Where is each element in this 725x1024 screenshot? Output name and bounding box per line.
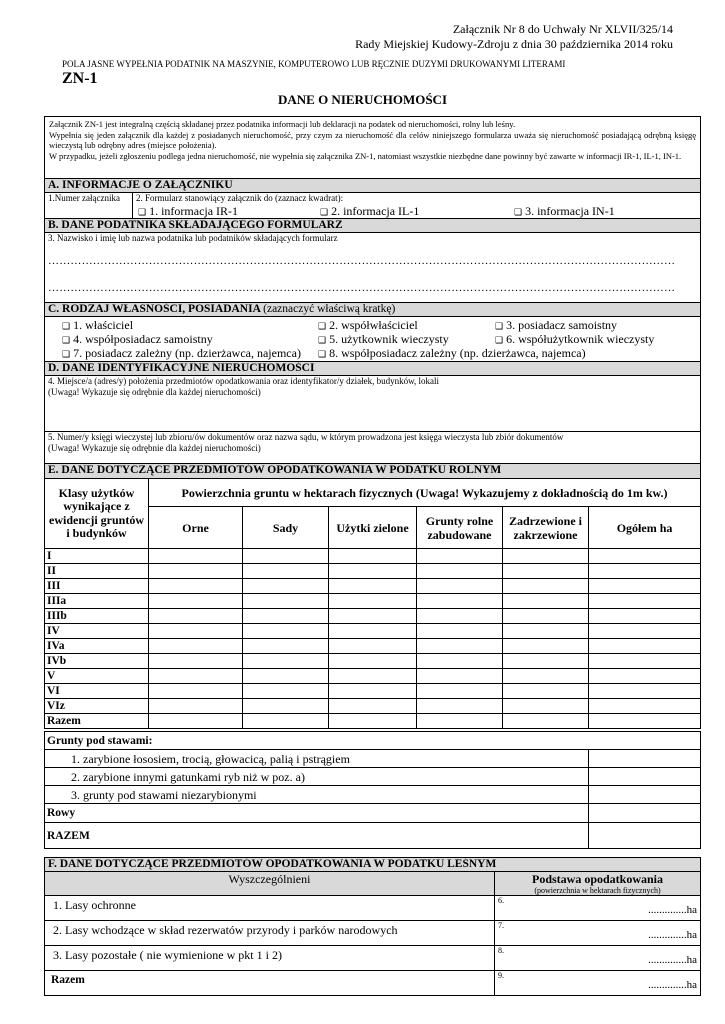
land-class-cell[interactable] [417,624,503,639]
annex-reference [355,22,673,52]
land-class-cell[interactable] [149,624,243,639]
land-class-cell[interactable] [589,564,701,579]
ditches-value[interactable] [589,804,701,823]
land-class-cell[interactable] [503,654,589,669]
land-class-label: IIIa [45,594,149,609]
checkbox-icon: ❑ [320,208,329,218]
section-b-title: B. DANE PODATNIKA SKŁADAJĄCEGO FORMULARZ [45,219,701,233]
land-class-cell[interactable] [417,639,503,654]
col-built-farmland: Grunty rolne zabudowane [417,507,503,549]
land-class-cell[interactable] [417,609,503,624]
land-register-field[interactable] [45,432,701,466]
section-c-title [45,303,701,317]
land-class-cell[interactable] [329,579,417,594]
land-class-cell[interactable] [243,684,329,699]
forest-row-reserves-value[interactable] [495,921,701,946]
property-location-label: 4. Miejsce/a (adres/y) położenia przedmiotów opodatkowania oraz identyfikator/y działek, budynków, lokali [48,376,440,386]
pond-row-3: 3. grunty pod stawami niezarybionymi [45,786,589,804]
ownership-option-8-label: 8. współposiadacz zależny (np. dzierżawca, najemca) [329,346,586,360]
field-number: 9. [498,971,504,980]
forest-col-description: Wyszczególnieni [45,872,495,896]
land-class-cell[interactable] [503,609,589,624]
land-class-cell[interactable] [149,639,243,654]
land-class-cell[interactable] [503,594,589,609]
land-class-row [45,624,701,639]
forest-row-other-value[interactable] [495,946,701,971]
ownership-option-1-label: 1. właściciel [73,318,134,332]
col-orchards: Sady [243,507,329,549]
land-register-note: (Uwaga! Wykazuje się odrębnie dla każdej nieruchomości) [48,443,261,453]
land-class-row [45,654,701,669]
option-ir1[interactable] [138,204,238,219]
land-class-cell[interactable] [589,669,701,684]
land-class-row [45,594,701,609]
annex-line-1: Załącznik Nr 8 do Uchwały Nr XLVII/325/14 [452,22,673,36]
land-class-cell[interactable] [329,609,417,624]
forest-row-total-value[interactable] [495,971,701,996]
land-class-cell[interactable] [503,684,589,699]
land-class-row [45,699,701,714]
land-class-cell[interactable] [329,639,417,654]
land-class-cell[interactable] [417,654,503,669]
form-type-label: 2. Formularz stanowiący załącznik do (zaznacz kwadrat): [136,193,344,203]
checkbox-icon: ❑ [495,322,504,332]
land-class-cell[interactable] [243,639,329,654]
col-total-ha: Ogółem ha [589,507,701,549]
checkbox-icon: ❑ [62,350,71,360]
land-class-cell[interactable] [149,609,243,624]
land-class-cell[interactable] [589,639,701,654]
land-class-cell[interactable] [417,549,503,564]
forest-row-protective-value[interactable] [495,896,701,921]
page-title: DANE O NIERUCHOMOŚCI [277,92,447,107]
col-wooded: Zadrzewione i zakrzewione [503,507,589,549]
total-row: RAZEM [45,823,589,849]
pond-row-2: 2. zarybione innymi gatunkami ryb niż w poz. a) [45,768,589,786]
checkbox-icon: ❑ [514,208,523,218]
ownership-option-5-label: 5. użytkownik wieczysty [329,332,449,346]
land-class-cell[interactable] [503,699,589,714]
land-class-cell[interactable] [329,684,417,699]
pond-row-3-value[interactable] [589,786,701,804]
land-class-label: IVa [45,639,149,654]
land-class-label: VIz [45,699,149,714]
form-code: ZN-1 [62,70,98,87]
land-class-cell[interactable] [149,684,243,699]
checkbox-icon: ❑ [138,208,147,218]
checkbox-icon: ❑ [318,336,327,346]
land-class-row [45,669,701,684]
land-class-label: IIIb [45,609,149,624]
land-class-cell[interactable] [417,564,503,579]
land-class-cell[interactable] [503,549,589,564]
ha-unit: ..............ha [648,979,697,991]
land-class-cell[interactable] [243,549,329,564]
ditches-row: Rowy [45,804,589,823]
land-class-cell[interactable] [329,549,417,564]
land-class-cell[interactable] [243,669,329,684]
property-location-note: (Uwaga! Wykazuje się odrębnie dla każdej nieruchomości) [48,387,261,397]
field-number: 8. [498,946,504,955]
land-class-cell[interactable] [149,669,243,684]
section-c-hint: (zaznaczyć właściwą kratkę) [263,303,396,315]
land-class-label: I [45,549,149,564]
section-a-title: A. INFORMACJE O ZAŁĄCZNIKU [45,179,701,193]
land-class-cell[interactable] [329,564,417,579]
intro-text [45,117,701,179]
land-class-header: Klasy użytków wynikające z ewidencji gruntów i budynków [45,479,149,549]
land-class-cell[interactable] [417,699,503,714]
ownership-option-4-label: 4. współposiadacz samoistny [73,332,213,346]
forest-row-total: Razem [45,971,495,996]
attachment-number-label: 1.Numer załącznika [48,193,120,203]
ownership-option-7[interactable] [62,346,301,362]
land-class-cell[interactable] [503,564,589,579]
land-class-cell[interactable] [589,609,701,624]
land-class-cell[interactable] [503,624,589,639]
taxpayer-name-field[interactable] [45,233,701,303]
checkbox-icon: ❑ [62,336,71,346]
section-f-title: F. DANE DOTYCZĄCE PRZEDMIOTÓW OPODATKOWANIA W PODATKU LEŚNYM [45,858,701,872]
land-class-cell[interactable] [417,594,503,609]
land-class-cell[interactable] [329,624,417,639]
land-class-cell[interactable] [243,699,329,714]
land-class-cell[interactable] [149,699,243,714]
section-e-table [44,463,701,729]
land-register-label: 5. Numer/y księgi wieczystej lub zbioru/ów dokumentów oraz nazwa sądu, w którym prowadzona jest księga wieczysta lub zbiór dokumentów [48,432,564,442]
land-class-row [45,564,701,579]
land-class-label: IVb [45,654,149,669]
total-value[interactable] [589,823,701,849]
taxpayer-name-label: 3. Nazwisko i imię lub nazwa podatnika lub podatników składających formularz [48,233,338,243]
land-class-cell[interactable] [243,654,329,669]
land-class-row [45,579,701,594]
land-class-label: Razem [45,714,149,729]
annex-line-2: Rady Miejskiej Kudowy-Zdroju z dnia 30 października 2014 roku [355,37,673,51]
intro-p1: Załącznik ZN-1 jest integralną częścią składanej przez podatnika informacji lub deklaracji na podatek od nieruchomości, rolny lub leśny. [49,119,516,129]
attachment-number-field[interactable] [45,193,133,219]
land-class-label: VI [45,684,149,699]
land-class-cell[interactable] [589,549,701,564]
land-class-cell[interactable] [149,564,243,579]
land-class-cell[interactable] [417,684,503,699]
land-class-cell[interactable] [243,579,329,594]
land-class-cell[interactable] [243,624,329,639]
land-class-cell[interactable] [243,564,329,579]
land-class-cell[interactable] [589,594,701,609]
land-class-cell[interactable] [149,654,243,669]
forest-row-protective: 1. Lasy ochronne [45,896,495,921]
land-class-cell[interactable] [329,654,417,669]
option-il1[interactable] [320,204,419,219]
pond-row-1: 1. zarybione łososiem, trocią, głowacicą, palią i pstrągiem [45,750,589,768]
land-class-row [45,549,701,564]
land-class-cell[interactable] [417,714,503,729]
land-class-row [45,639,701,654]
forest-row-other: 3. Lasy pozostałe ( nie wymienione w pkt 1 i 2) [45,946,495,971]
fill-instruction: POLA JASNE WYPEŁNIA PODATNIK NA MASZYNIE, KOMPUTEROWO LUB RĘCZNIE DUZYMI DRUKOWANYMI LITERAMI [62,59,566,69]
field-number: 7. [498,921,504,930]
land-class-label: II [45,564,149,579]
sections-a-d [44,116,701,466]
checkbox-icon: ❑ [318,350,327,360]
checkbox-icon: ❑ [318,322,327,332]
forest-col-base [495,872,701,896]
forest-col-base-title: Podstawa opodatkowania [531,872,664,886]
land-class-cell[interactable] [149,549,243,564]
col-arable: Orne [149,507,243,549]
checkbox-icon: ❑ [495,336,504,346]
pond-row-1-value[interactable] [589,750,701,768]
land-class-cell[interactable] [329,699,417,714]
land-class-row [45,714,701,729]
land-class-label: IV [45,624,149,639]
land-class-cell[interactable] [329,669,417,684]
intro-p3: W przypadku, jeżeli zgłoszeniu podlega jedna nieruchomość, nie wypełnia się załącznika ZN-1, natomiast wszystkie niezbędne dane powinny być zawarte w informacji IR-1, IL-1, IN-1. [49,150,682,161]
land-class-cell[interactable] [503,714,589,729]
option-ir1-label: 1. informacja IR-1 [149,204,239,218]
checkbox-icon: ❑ [62,322,71,332]
land-class-cell[interactable] [503,579,589,594]
property-location-field[interactable] [45,376,701,432]
area-header: Powierzchnia gruntu w hektarach fizycznych (Uwaga! Wykazujemy z dokładnością do 1m kw.) [149,479,701,507]
option-il1-label: 2. informacja IL-1 [331,204,420,218]
ha-unit: ..............ha [648,904,697,916]
option-in1-label: 3. informacja IN-1 [525,204,615,218]
land-class-label: III [45,579,149,594]
land-class-cell[interactable] [589,684,701,699]
land-class-cell[interactable] [149,714,243,729]
section-d-title: D. DANE IDENTYFIKACYJNE NIERUCHOMOŚCI [45,362,701,376]
dotted-line-2: …………………………………………………………………………………………………………………………………………………… [48,282,676,294]
ownership-option-2-label: 2. współwłaściciel [329,318,418,332]
land-class-cell[interactable] [589,624,701,639]
land-class-cell[interactable] [329,714,417,729]
ownership-option-8[interactable] [318,346,586,362]
land-class-cell[interactable] [243,609,329,624]
col-grassland: Użytki zielone [329,507,417,549]
land-class-cell[interactable] [503,639,589,654]
intro-p2: Wypełnia się jeden załącznik dla każdej z posiadanych nieruchomość, przy czym za nieruchomość dla celów niniejszego formularza uważa się nieruchomość posiadającą odrębną księgę wieczystą lub odrębny adres (miejsce położenia). [49,129,697,151]
section-c-title-text: C. RODZAJ WŁASNOŚCI, POSIADANIA [48,303,261,315]
section-f-table [44,857,701,996]
land-class-cell[interactable] [589,714,701,729]
ponds-title: Grunty pod stawami: [45,732,701,750]
ponds-table [44,731,701,849]
land-class-cell[interactable] [243,714,329,729]
land-class-cell[interactable] [243,594,329,609]
ownership-options [45,317,701,362]
land-class-row [45,609,701,624]
field-number: 6. [498,896,504,905]
land-class-cell[interactable] [149,579,243,594]
forest-col-base-sub: (powierzchnia w hektarach fizycznych) [534,886,661,895]
ownership-option-7-label: 7. posiadacz zależny (np. dzierżawca, najemca) [73,346,301,360]
ha-unit: ..............ha [648,954,697,966]
ownership-option-3-label: 3. posiadacz samoistny [506,318,618,332]
land-class-cell[interactable] [149,594,243,609]
forest-row-reserves: 2. Lasy wchodzące w skład rezerwatów przyrody i parków narodowych [45,921,495,946]
land-class-cell[interactable] [589,579,701,594]
section-e-title: E. DANE DOTYCZĄCE PRZEDMIOTÓW OPODATKOWANIA W PODATKU ROLNYM [45,464,701,479]
land-class-row [45,684,701,699]
form-type-field [133,193,701,219]
ha-unit: ..............ha [648,929,697,941]
land-class-cell[interactable] [589,654,701,669]
land-class-label: V [45,669,149,684]
dotted-line-1: …………………………………………………………………………………………………………………………………………………… [48,255,676,267]
pond-row-2-value[interactable] [589,768,701,786]
land-class-cell[interactable] [417,669,503,684]
ownership-option-6-label: 6. współużytkownik wieczysty [506,332,655,346]
land-class-cell[interactable] [417,579,503,594]
option-in1[interactable] [514,204,615,219]
land-class-cell[interactable] [503,669,589,684]
land-class-cell[interactable] [589,699,701,714]
land-class-cell[interactable] [329,594,417,609]
